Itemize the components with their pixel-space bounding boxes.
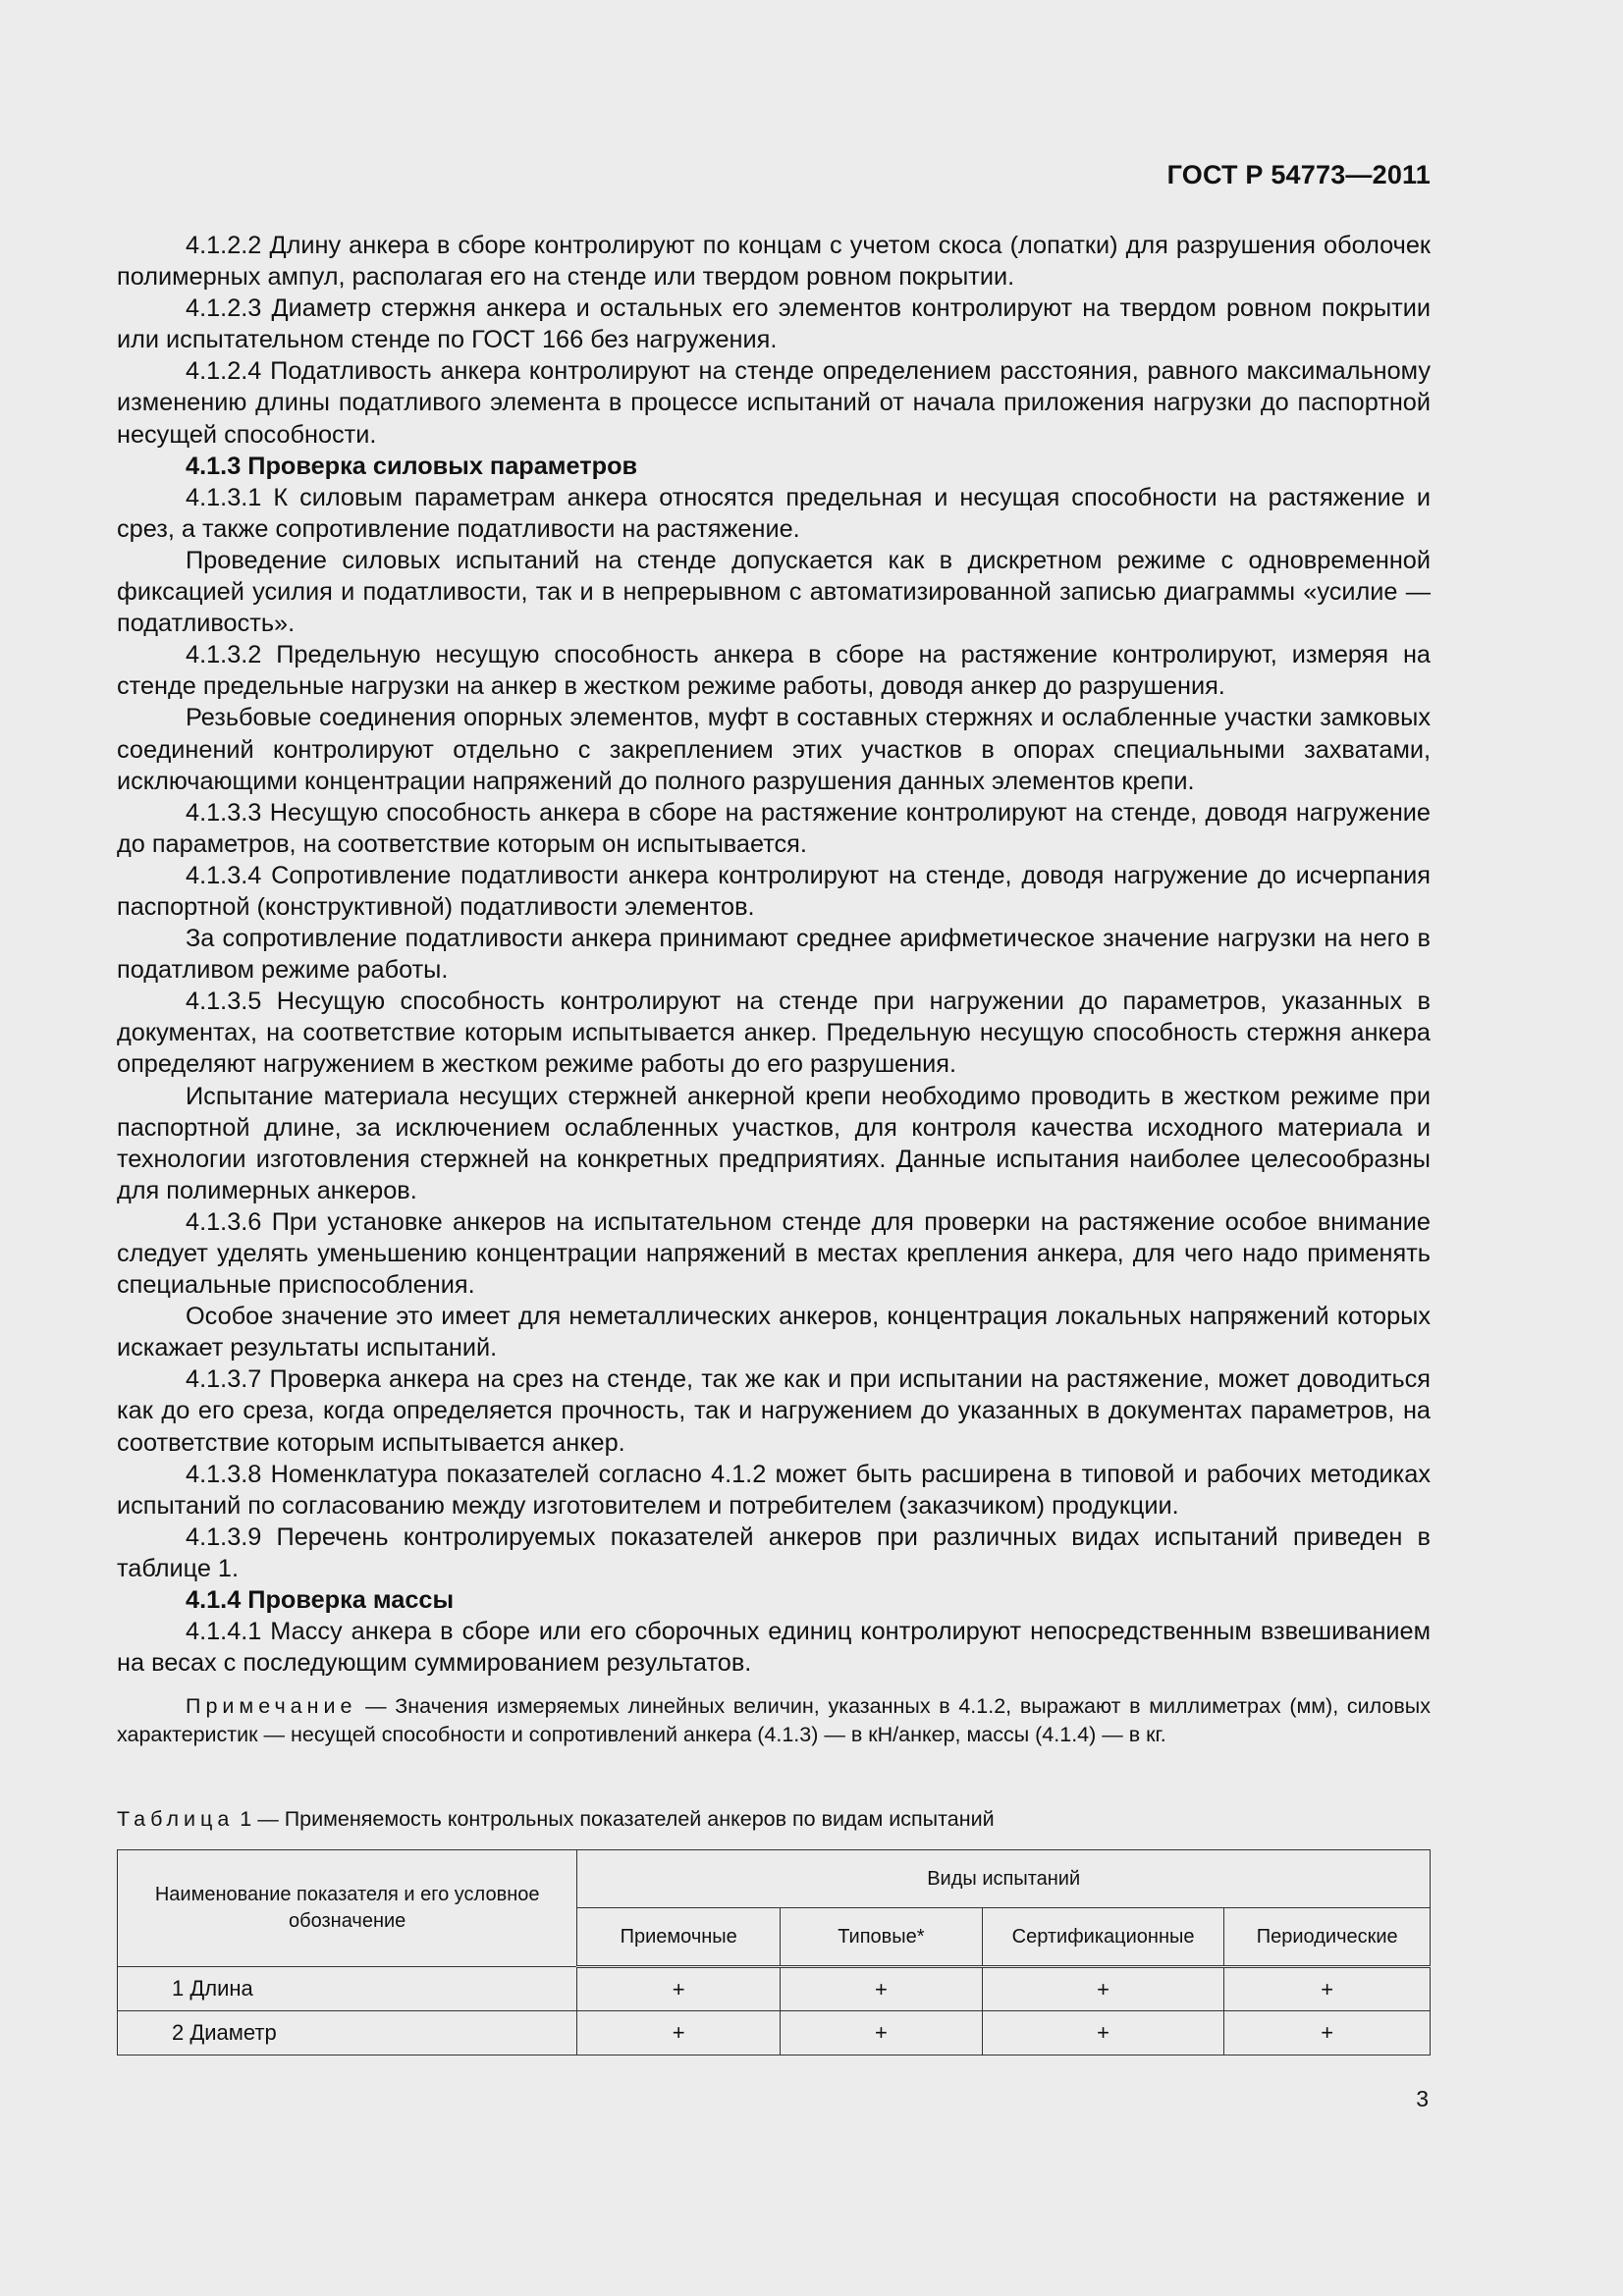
paragraph: 4.1.2.3 Диаметр стержня анкера и остальных его элементов контролируют на твердом ровном покрытии или испытательном стенде по ГОСТ 166 без нагружения. bbox=[117, 294, 1431, 354]
paragraph: 4.1.3.6 При установке анкеров на испытательном стенде для проверки на растяжение особое внимание следует уделять уменьшению концентрации напряжений в местах крепления анкера, для чего надо применять специальные приспособления. bbox=[117, 1207, 1431, 1300]
column-header: Периодические bbox=[1224, 1908, 1431, 1967]
body-text bbox=[117, 230, 1431, 1748]
row-label: 1 Длина bbox=[118, 1967, 577, 2011]
paragraph: 4.1.3.2 Предельную несущую способность анкера в сборе на растяжение контролируют, измеряя на стенде предельные нагрузки на анкер в жестком режиме работы, доводя анкер до разрушения. bbox=[117, 641, 1431, 701]
paragraph: 4.1.3.9 Перечень контролируемых показателей анкеров при различных видах испытаний приведен в таблице 1. bbox=[117, 1522, 1431, 1582]
page-number: 3 bbox=[1416, 2086, 1429, 2111]
section-heading: 4.1.4 Проверка массы bbox=[186, 1586, 455, 1615]
paragraph: 4.1.3.5 Несущую способность контролируют на стенде при нагружении до параметров, указанных в документах, на соответствие которым испытывается анкер. Предельную несущую способность стержня анкера определяют нагружением в жестком режиме работы до его разрушения. bbox=[117, 988, 1431, 1079]
paragraph: 4.1.4.1 Массу анкера в сборе или его сборочных единиц контролируют непосредственным взвешиванием на весах с последующим суммированием результатов. bbox=[117, 1618, 1431, 1678]
note-label: Примечание bbox=[186, 1694, 357, 1719]
document-header: ГОСТ Р 54773—2011 bbox=[1166, 160, 1431, 189]
table-cell: + bbox=[781, 1967, 983, 2011]
table-row bbox=[118, 2011, 1431, 2056]
column-header: Приемочные bbox=[577, 1908, 781, 1967]
table-cell: + bbox=[1224, 2011, 1431, 2056]
table-cell: + bbox=[577, 2011, 781, 2056]
column-header: Сертификационные bbox=[982, 1908, 1224, 1967]
table-cell: + bbox=[1224, 1967, 1431, 2011]
paragraph: 4.1.3.7 Проверка анкера на срез на стенде, так же как и при испытании на растяжение, может доводиться как до его среза, когда определяется прочность, так и нагружением до указанных в документах параметров, на соответствие которым испытывается анкер. bbox=[117, 1365, 1431, 1457]
table-cell: + bbox=[577, 1967, 781, 2011]
row-label: 2 Диаметр bbox=[118, 2011, 577, 2056]
note bbox=[117, 1692, 1431, 1748]
table-caption bbox=[117, 1807, 995, 1832]
paragraph: 4.1.3.4 Сопротивление податливости анкера контролируют на стенде, доводя нагружение до исчерпания паспортной (конструктивной) податливости элементов. bbox=[117, 861, 1431, 921]
table-cell: + bbox=[982, 1967, 1224, 2011]
paragraph: Испытание материала несущих стержней анкерной крепи необходимо проводить в жестком режиме при паспортной длине, за исключением ослабленных участков, для контроля качества исходного материала и технологии изготовления стержней на конкретных предприятиях. Данные испытания наиболее целесообразны для полимерных анкеров. bbox=[117, 1082, 1431, 1204]
paragraph: 4.1.3.3 Несущую способность анкера в сборе на растяжение контролируют на стенде, доводя нагружение до параметров, на соответствие которым он испытывается. bbox=[117, 798, 1431, 858]
note-text: — Значения измеряемых линейных величин, указанных в 4.1.2, выражают в миллиметрах (мм), силовых характеристик — несущей способности и сопротивлений анкера (4.1.3) — в кН/анкер, массы (4.1.4) — в кг. bbox=[117, 1694, 1431, 1746]
paragraph: 4.1.3.1 К силовым параметрам анкера относятся предельная и несущая способности на растяжение и срез, а также сопротивление податливости на растяжение. bbox=[117, 483, 1431, 543]
section-heading: 4.1.3 Проверка силовых параметров bbox=[186, 452, 638, 480]
column-header-name: Наименование показателя и его условное обозначение bbox=[118, 1850, 577, 1967]
paragraph: 4.1.2.2 Длину анкера в сборе контролируют по концам с учетом скоса (лопатки) для разрушения оболочек полимерных ампул, располагая его на стенде или твердом ровном покрытии. bbox=[117, 232, 1431, 292]
paragraph: Резьбовые соединения опорных элементов, муфт в составных стержнях и ослабленные участки замковых соединений контролируют отдельно с закреплением этих участков в опорах специальными захватами, исключающими концентрации напряжений до полного разрушения данных элементов крепи. bbox=[117, 704, 1431, 795]
paragraph: 4.1.3.8 Номенклатура показателей согласно 4.1.2 может быть расширена в типовой и рабочих методиках испытаний по согласованию между изготовителем и потребителем (заказчиком) продукции. bbox=[117, 1460, 1431, 1520]
paragraph: Проведение силовых испытаний на стенде допускается как в дискретном режиме с одновременной фиксацией усилия и податливости, так и в непрерывном с автоматизированной записью диаграммы «усилие — податливость». bbox=[117, 546, 1431, 638]
table-cell: + bbox=[781, 2011, 983, 2056]
table-caption-text: 1 — Применяемость контрольных показателей анкеров по видам испытаний bbox=[234, 1807, 995, 1831]
column-group-header: Виды испытаний bbox=[577, 1850, 1431, 1908]
paragraph: За сопротивление податливости анкера принимают среднее арифметическое значение нагрузки на него в податливом режиме работы. bbox=[117, 925, 1431, 985]
table-caption-label: Таблица bbox=[117, 1807, 235, 1831]
column-header: Типовые* bbox=[781, 1908, 983, 1967]
table-row bbox=[118, 1967, 1431, 2011]
table-cell: + bbox=[982, 2011, 1224, 2056]
applicability-table bbox=[117, 1849, 1431, 2056]
paragraph: 4.1.2.4 Податливость анкера контролируют на стенде определением расстояния, равного максимальному изменению длины податливого элемента в процессе испытаний от начала приложения нагрузки до паспортной несущей способности. bbox=[117, 357, 1431, 449]
paragraph: Особое значение это имеет для неметаллических анкеров, концентрация локальных напряжений которых искажает результаты испытаний. bbox=[117, 1303, 1431, 1362]
